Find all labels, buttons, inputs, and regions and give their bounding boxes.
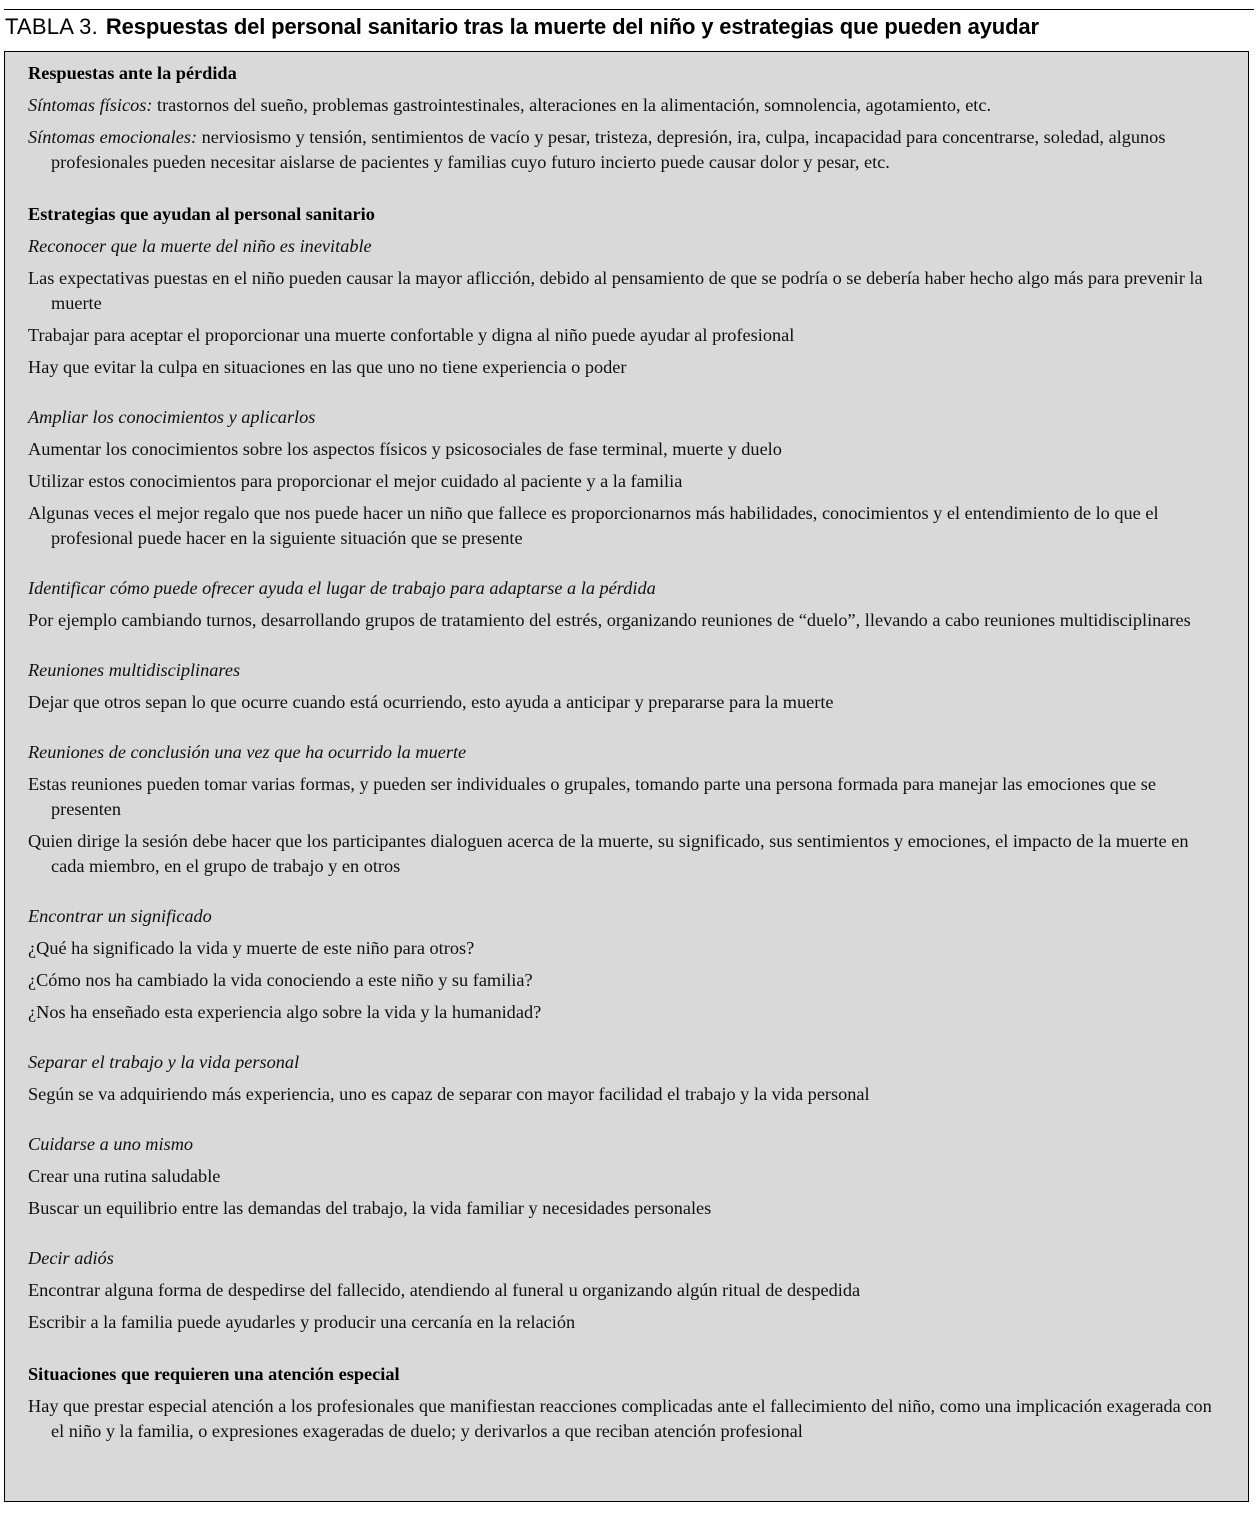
list-item: Según se va adquiriendo más experiencia, uno es capaz de separar con mayor facilidad el trabajo y la vida personal (28, 1084, 870, 1104)
table-content (28, 61, 1218, 1451)
table-caption (5, 12, 1039, 42)
list-item: ¿Qué ha significado la vida y muerte de este niño para otros? (28, 938, 475, 958)
subhead-recognize: Reconocer que la muerte del niño es inevitable (28, 236, 372, 256)
physical-symptoms-label: Síntomas físicos: (28, 95, 153, 115)
list-item: Trabajar para aceptar el proporcionar una muerte confortable y digna al niño puede ayudar al profesional (28, 325, 795, 345)
list-item: ¿Cómo nos ha cambiado la vida conociendo a este niño y su familia? (28, 970, 533, 990)
subhead-meaning: Encontrar un significado (28, 906, 212, 926)
top-rule (4, 9, 1254, 10)
subhead-knowledge: Ampliar los conocimientos y aplicarlos (28, 407, 316, 427)
section-title-strategies: Estrategias que ayudan al personal sanitario (28, 204, 375, 224)
list-item: Hay que prestar especial atención a los profesionales que manifiestan reacciones complicadas ante el fallecimiento del niño, como una implicación exagerada con el niño y la familia, o expresiones exageradas de duelo; y derivarlos a que reciban atención profesional (28, 1396, 1212, 1441)
list-item: Quien dirige la sesión debe hacer que los participantes dialoguen acerca de la muerte, su significado, sus sentimientos y emociones, el impacto de la muerte en cada miembro, en el grupo de trabajo y en otros (28, 831, 1189, 876)
subhead-workplace: Identificar cómo puede ofrecer ayuda el lugar de trabajo para adaptarse a la pérdida (28, 578, 656, 598)
subhead-multidisciplinary: Reuniones multidisciplinares (28, 660, 241, 680)
subhead-self-care: Cuidarse a uno mismo (28, 1134, 194, 1154)
list-item: Estas reuniones pueden tomar varias formas, y pueden ser individuales o grupales, tomando parte una persona formada para manejar las emociones que se presenten (28, 774, 1156, 819)
section-title-special-attention: Situaciones que requieren una atención especial (28, 1364, 400, 1384)
emotional-symptoms (28, 125, 1218, 175)
list-item: Algunas veces el mejor regalo que nos puede hacer un niño que fallece es proporcionarnos más habilidades, conocimientos y el entendimiento de lo que el profesional puede hacer en la siguiente situación que se presente (28, 503, 1159, 548)
list-item: ¿Nos ha enseñado esta experiencia algo sobre la vida y la humanidad? (28, 1002, 542, 1022)
list-item: Las expectativas puestas en el niño pueden causar la mayor aflicción, debido al pensamiento de que se podría o se debería haber hecho algo más para prevenir la muerte (28, 268, 1203, 313)
section-title-responses: Respuestas ante la pérdida (28, 63, 237, 83)
emotional-symptoms-text: nerviosismo y tensión, sentimientos de vacío y pesar, tristeza, depresión, ira, culpa, incapacidad para concentrarse, soledad, algunos profesionales pueden necesitar aislarse de pacientes y familias cuyo futuro incierto puede causar dolor y pesar, etc. (51, 127, 1166, 172)
list-item: Por ejemplo cambiando turnos, desarrollando grupos de tratamiento del estrés, organizando reuniones de “duelo”, llevando a cabo reuniones multidisciplinares (28, 610, 1191, 630)
list-item: Utilizar estos conocimientos para proporcionar el mejor cuidado al paciente y a la familia (28, 471, 683, 491)
list-item: Buscar un equilibrio entre las demandas del trabajo, la vida familiar y necesidades personales (28, 1198, 712, 1218)
list-item: Hay que evitar la culpa en situaciones en las que uno no tiene experiencia o poder (28, 357, 627, 377)
subhead-goodbye: Decir adiós (28, 1248, 114, 1268)
list-item: Encontrar alguna forma de despedirse del fallecido, atendiendo al funeral u organizando algún ritual de despedida (28, 1280, 861, 1300)
physical-symptoms (28, 93, 1218, 118)
list-item: Crear una rutina saludable (28, 1166, 221, 1186)
subhead-debriefing: Reuniones de conclusión una vez que ha ocurrido la muerte (28, 742, 467, 762)
subhead-separate: Separar el trabajo y la vida personal (28, 1052, 300, 1072)
physical-symptoms-text: trastornos del sueño, problemas gastrointestinales, alteraciones en la alimentación, somnolencia, agotamiento, etc. (152, 95, 992, 115)
list-item: Escribir a la familia puede ayudarles y producir una cercanía en la relación (28, 1312, 576, 1332)
list-item: Dejar que otros sepan lo que ocurre cuando está ocurriendo, esto ayuda a anticipar y prepararse para la muerte (28, 692, 834, 712)
table-caption-label: TABLA 3. (5, 14, 98, 39)
list-item: Aumentar los conocimientos sobre los aspectos físicos y psicosociales de fase terminal, muerte y duelo (28, 439, 782, 459)
table-box (4, 51, 1249, 1502)
table-caption-title: Respuestas del personal sanitario tras la muerte del niño y estrategias que pueden ayudar (105, 14, 1039, 39)
emotional-symptoms-label: Síntomas emocionales: (28, 127, 198, 147)
